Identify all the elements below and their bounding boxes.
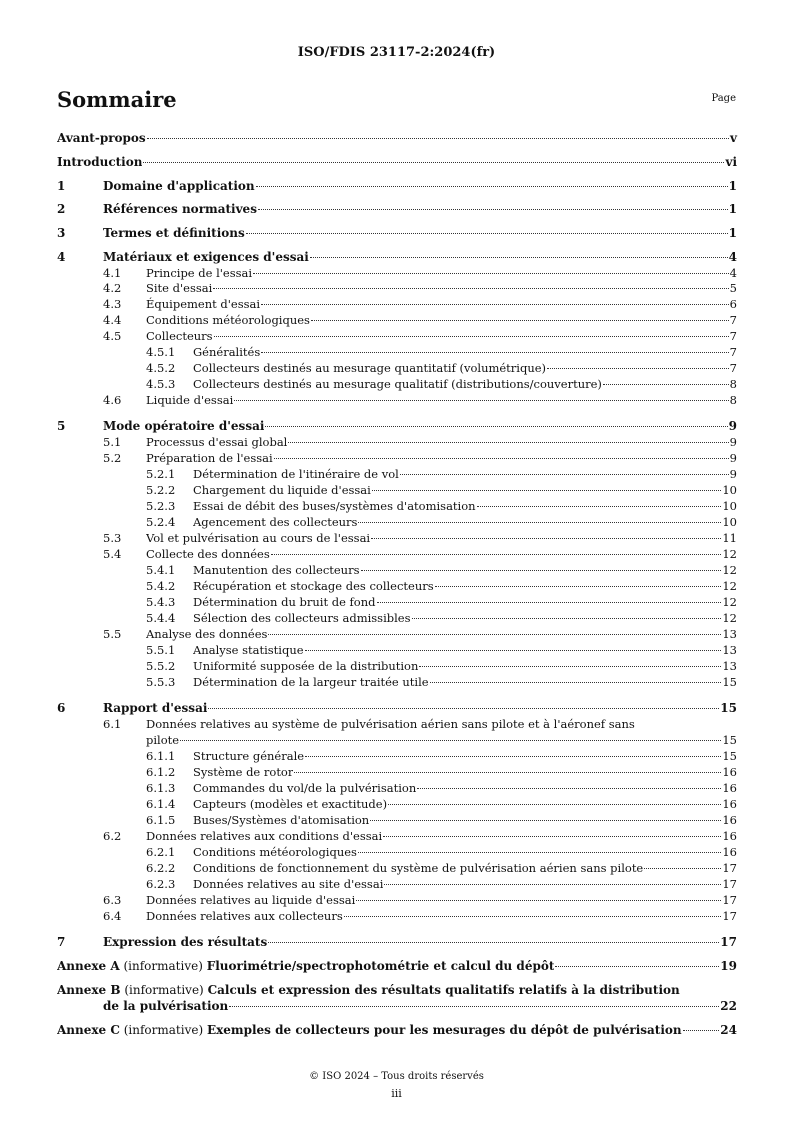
toc-entry-title: Liquide d'essai <box>146 393 234 407</box>
toc-entry-page: 8 <box>729 377 737 391</box>
dot-leader <box>435 586 722 587</box>
toc-entry[interactable] <box>103 531 737 546</box>
toc-entry-title: Références normatives <box>103 202 257 216</box>
toc-entry[interactable] <box>57 701 737 716</box>
toc-entry-page: 8 <box>729 393 737 407</box>
dot-leader <box>268 634 721 635</box>
toc-entry[interactable] <box>103 547 737 562</box>
toc-entry-title: Sélection des collecteurs admissibles <box>193 611 411 625</box>
dot-leader <box>213 288 728 289</box>
annex-title: Exemples de collecteurs pour les mesurages du dépôt de pulvérisation <box>206 1023 682 1037</box>
toc-entry[interactable] <box>57 983 737 998</box>
dot-leader <box>388 804 721 805</box>
toc-entry-page: 16 <box>722 797 737 811</box>
dot-leader <box>372 490 722 491</box>
toc-entry-page: 15 <box>722 675 737 689</box>
toc-entry-title: Avant-propos <box>57 131 146 145</box>
toc-entry-title: Mode opératoire d'essai <box>103 419 265 433</box>
annex-label: Annexe C <box>57 1023 120 1037</box>
toc-entry[interactable] <box>103 313 737 328</box>
toc-entry-title: Chargement du liquide d'essai <box>193 483 371 497</box>
toc-entry-number: 5.2.3 <box>146 499 176 513</box>
dot-leader <box>603 384 729 385</box>
toc-entry-title <box>57 959 554 974</box>
dot-leader <box>370 820 721 821</box>
dot-leader <box>143 162 724 163</box>
toc-entry[interactable] <box>57 226 737 241</box>
toc-entry-number: 1 <box>57 179 66 193</box>
dot-leader <box>234 400 728 401</box>
toc-entry-number: 4.3 <box>103 297 122 311</box>
toc-entry-page: 17 <box>722 861 737 875</box>
toc-entry-page: 1 <box>728 226 737 240</box>
toc-entry[interactable] <box>103 829 737 844</box>
toc-entry-page: 9 <box>729 451 737 465</box>
toc-entry-title: Manutention des collecteurs <box>193 563 360 577</box>
toc-entry-title: Généralités <box>193 345 261 359</box>
toc-entry-number: 5.1 <box>103 435 122 449</box>
toc-entry-page: 13 <box>722 643 737 657</box>
toc-entry-number: 3 <box>57 226 66 240</box>
toc-entry-page: 16 <box>722 781 737 795</box>
toc-entry[interactable] <box>146 877 737 892</box>
toc-entry[interactable] <box>103 266 737 281</box>
document-header: ISO/FDIS 23117-2:2024(fr) <box>297 45 496 60</box>
toc-entry-page: 15 <box>722 749 737 763</box>
toc-entry-page: 11 <box>722 531 737 545</box>
toc-entry-page: 9 <box>729 435 737 449</box>
toc-entry-page: 7 <box>729 345 737 359</box>
toc-entry-title: Détermination de l'itinéraire de vol <box>193 467 399 481</box>
page-number: iii <box>391 1087 402 1100</box>
toc-entry-number: 4.5.1 <box>146 345 176 359</box>
toc-entry[interactable] <box>146 797 737 812</box>
toc-entry[interactable] <box>103 329 737 344</box>
toc-entry-title: Équipement d'essai <box>146 297 261 311</box>
toc-entry-title: Données relatives aux collecteurs <box>146 909 343 923</box>
toc-entry[interactable] <box>103 451 737 466</box>
dot-leader <box>477 506 722 507</box>
toc-entry[interactable] <box>146 515 737 530</box>
annex-label: Annexe B <box>57 983 121 997</box>
toc-entry-title: Collecte des données <box>146 547 270 561</box>
toc-entry[interactable] <box>103 717 737 732</box>
dot-leader <box>344 916 722 917</box>
toc-entry[interactable] <box>146 377 737 392</box>
toc-entry[interactable] <box>103 393 737 408</box>
dot-leader <box>358 852 721 853</box>
toc-entry[interactable] <box>146 579 737 594</box>
dot-leader <box>214 336 729 337</box>
toc-entry-title: Détermination de la largeur traitée utile <box>193 675 429 689</box>
dot-leader <box>256 186 728 187</box>
toc-entry[interactable] <box>103 435 737 450</box>
toc-entry-title: Expression des résultats <box>103 935 268 949</box>
toc-entry-number: 5.5.1 <box>146 643 176 657</box>
toc-entry[interactable] <box>146 563 737 578</box>
toc-entry-page: 10 <box>722 499 737 513</box>
dot-leader <box>180 740 721 741</box>
toc-entry[interactable] <box>146 675 737 690</box>
toc-entry-number: 6.2.1 <box>146 845 176 859</box>
toc-entry[interactable] <box>57 250 737 265</box>
dot-leader <box>555 966 719 967</box>
toc-entry-title: Uniformité supposée de la distribution <box>193 659 419 673</box>
toc-entry-page: 12 <box>722 547 737 561</box>
toc-entry[interactable] <box>103 893 737 908</box>
dot-leader <box>377 602 722 603</box>
annex-title: Fluorimétrie/spectrophotométrie et calcul du dépôt <box>206 959 555 973</box>
toc-entry-page: 16 <box>722 845 737 859</box>
toc-entry-page: 12 <box>722 595 737 609</box>
dot-leader <box>384 884 721 885</box>
page-column-label: Page <box>711 93 736 104</box>
dot-leader <box>358 522 721 523</box>
toc-entry[interactable] <box>57 202 737 217</box>
copyright-footer: © ISO 2024 – Tous droits réservés <box>309 1071 484 1082</box>
toc-entry[interactable] <box>57 999 737 1014</box>
toc-entry-title: Rapport d'essai <box>103 701 208 715</box>
toc-entry-title: Matériaux et exigences d'essai <box>103 250 309 264</box>
toc-entry-number: 4.6 <box>103 393 122 407</box>
dot-leader <box>419 666 721 667</box>
dot-leader <box>412 618 722 619</box>
toc-entry[interactable] <box>146 643 737 658</box>
dot-leader <box>361 570 722 571</box>
toc-entry-title: Données relatives aux conditions d'essai <box>146 829 383 843</box>
toc-entry[interactable] <box>146 611 737 626</box>
toc-entry-number: 6.2.2 <box>146 861 176 875</box>
toc-entry-title: Processus d'essai global <box>146 435 288 449</box>
toc-entry[interactable] <box>57 1023 737 1038</box>
toc-entry-title: Termes et définitions <box>103 226 245 240</box>
toc-entry-page: 16 <box>722 813 737 827</box>
toc-entry-number: 5.4.1 <box>146 563 176 577</box>
page-title: Sommaire <box>57 87 177 112</box>
toc-entry[interactable] <box>146 345 737 360</box>
toc-entry[interactable] <box>103 281 737 296</box>
toc-entry-title: Site d'essai <box>146 281 213 295</box>
toc-entry-number: 6.1 <box>103 717 122 731</box>
toc-entry[interactable] <box>146 845 737 860</box>
toc-entry-page: 7 <box>729 361 737 375</box>
toc-entry-title: Conditions météorologiques <box>193 845 357 859</box>
toc-entry-number: 6.1.3 <box>146 781 176 795</box>
toc-entry-title <box>57 983 680 998</box>
toc-entry-number: 4.2 <box>103 281 122 295</box>
toc-entry-number: 6 <box>57 701 66 715</box>
toc-entry[interactable] <box>146 659 737 674</box>
dot-leader <box>271 554 722 555</box>
annex-label: Annexe A <box>57 959 120 973</box>
toc-entry-number: 6.4 <box>103 909 122 923</box>
toc-entry-number: 4 <box>57 250 66 264</box>
toc-entry-title: Agencement des collecteurs <box>193 515 358 529</box>
dot-leader <box>430 682 722 683</box>
dot-leader <box>229 1006 719 1007</box>
toc-entry[interactable] <box>146 813 737 828</box>
toc-entry[interactable] <box>57 935 737 950</box>
toc-entry[interactable] <box>57 959 737 974</box>
dot-leader <box>683 1030 720 1031</box>
dot-leader <box>310 257 728 258</box>
toc-entry-title: pilote <box>146 733 180 747</box>
toc-entry-number: 5.4.4 <box>146 611 176 625</box>
toc-entry-title: Vol et pulvérisation au cours de l'essai <box>146 531 371 545</box>
toc-entry-title <box>57 1023 682 1038</box>
dot-leader <box>258 209 728 210</box>
toc-entry-number: 6.2.3 <box>146 877 176 891</box>
toc-entry-page: 1 <box>728 202 737 216</box>
toc-entry-number: 5.4 <box>103 547 122 561</box>
toc-entry-number: 5.2 <box>103 451 122 465</box>
dot-leader <box>265 426 727 427</box>
dot-leader <box>311 320 729 321</box>
toc-entry-title: Conditions de fonctionnement du système de pulvérisation aérien sans pilote <box>193 861 644 875</box>
dot-leader <box>288 442 728 443</box>
toc-entry-page: 6 <box>729 297 737 311</box>
toc-entry-number: 6.1.2 <box>146 765 176 779</box>
annex-type: (informative) <box>120 983 208 997</box>
toc-entry-number: 5.5.3 <box>146 675 176 689</box>
toc-entry[interactable] <box>146 765 737 780</box>
toc-entry[interactable] <box>103 733 737 748</box>
toc-entry-page: 12 <box>722 611 737 625</box>
dot-leader <box>305 756 721 757</box>
toc-entry-page: 15 <box>720 701 737 715</box>
toc-entry[interactable] <box>57 131 737 146</box>
toc-entry-number: 2 <box>57 202 66 216</box>
toc-entry-title: Données relatives au système de pulvérisation aérien sans pilote et à l'aéronef sans <box>146 717 635 731</box>
toc-entry-title: Détermination du bruit de fond <box>193 595 376 609</box>
toc-entry-title: Principe de l'essai <box>146 266 253 280</box>
toc-entry-page: vi <box>725 155 737 169</box>
dot-leader <box>208 708 719 709</box>
toc-entry-title: Analyse statistique <box>193 643 304 657</box>
toc-entry[interactable] <box>57 419 737 434</box>
toc-entry-number: 5.2.2 <box>146 483 176 497</box>
dot-leader <box>305 650 722 651</box>
toc-entry-page: 17 <box>722 893 737 907</box>
toc-entry-page: 17 <box>722 877 737 891</box>
toc-entry-number: 5.2.1 <box>146 467 176 481</box>
toc-entry-number: 5.5 <box>103 627 122 641</box>
toc-entry[interactable] <box>146 595 737 610</box>
toc-entry-number: 4.4 <box>103 313 122 327</box>
toc-entry-title: Conditions météorologiques <box>146 313 310 327</box>
dot-leader <box>274 458 729 459</box>
toc-entry-number: 6.1.4 <box>146 797 176 811</box>
annex-title: Calculs et expression des résultats qualitatifs relatifs à la distribution <box>207 983 680 997</box>
toc-entry-page: 12 <box>722 563 737 577</box>
toc-entry-number: 6.1.5 <box>146 813 176 827</box>
toc-entry-number: 4.1 <box>103 266 122 280</box>
toc-entry-page: 15 <box>722 733 737 747</box>
toc-entry-page: 13 <box>722 627 737 641</box>
toc-entry-page: 13 <box>722 659 737 673</box>
toc-entry-title: Données relatives au site d'essai <box>193 877 384 891</box>
toc-entry-title: Données relatives au liquide d'essai <box>146 893 356 907</box>
dot-leader <box>417 788 721 789</box>
dot-leader <box>383 836 721 837</box>
toc-entry-title: Buses/Systèmes d'atomisation <box>193 813 370 827</box>
toc-entry-number: 4.5.3 <box>146 377 176 391</box>
dot-leader <box>246 233 728 234</box>
dot-leader <box>261 352 728 353</box>
toc-entry-number: 4.5 <box>103 329 122 343</box>
toc-entry-number: 5.3 <box>103 531 122 545</box>
toc-entry-title: Collecteurs destinés au mesurage qualitatif (distributions/couverture) <box>193 377 602 391</box>
toc-entry-page: 17 <box>720 935 737 949</box>
toc-entry-page: 9 <box>729 467 737 481</box>
toc-entry-title: Essai de débit des buses/systèmes d'atomisation <box>193 499 476 513</box>
toc-entry-page: 16 <box>722 829 737 843</box>
toc-entry[interactable] <box>57 155 737 170</box>
dot-leader <box>147 138 729 139</box>
toc-entry-page: 4 <box>728 250 737 264</box>
toc-entry-title: Système de rotor <box>193 765 294 779</box>
toc-entry-number: 4.5.2 <box>146 361 176 375</box>
toc-entry-page: 4 <box>729 266 737 280</box>
toc-entry-number: 5.2.4 <box>146 515 176 529</box>
dot-leader <box>268 942 719 943</box>
toc-entry-title: Capteurs (modèles et exactitude) <box>193 797 388 811</box>
toc-entry[interactable] <box>146 467 737 482</box>
toc-entry-number: 5.5.2 <box>146 659 176 673</box>
toc-entry-page: 24 <box>720 1023 737 1037</box>
toc-entry-page: 22 <box>720 999 737 1013</box>
dot-leader <box>644 868 721 869</box>
toc-entry-title: Structure générale <box>193 749 305 763</box>
toc-entry-title: Récupération et stockage des collecteurs <box>193 579 434 593</box>
toc-entry[interactable] <box>146 749 737 764</box>
toc-entry-title: Collecteurs <box>146 329 213 343</box>
annex-type: (informative) <box>119 1023 207 1037</box>
toc-entry-title: Analyse des données <box>146 627 268 641</box>
toc-entry-title: Domaine d'application <box>103 179 255 193</box>
dot-leader <box>294 772 721 773</box>
toc-entry-title: de la pulvérisation <box>103 999 229 1013</box>
toc-entry-page: 17 <box>722 909 737 923</box>
toc-entry-page: v <box>730 131 737 145</box>
dot-leader <box>261 304 729 305</box>
toc-entry[interactable] <box>146 483 737 498</box>
toc-entry-page: 9 <box>728 419 737 433</box>
dot-leader <box>547 368 729 369</box>
toc-entry-page: 1 <box>728 179 737 193</box>
toc-entry-page: 16 <box>722 765 737 779</box>
dot-leader <box>356 900 721 901</box>
toc-entry-page: 7 <box>729 313 737 327</box>
toc-entry-page: 5 <box>729 281 737 295</box>
toc-entry-title: Préparation de l'essai <box>146 451 273 465</box>
toc-entry[interactable] <box>146 781 737 796</box>
dot-leader <box>371 538 721 539</box>
toc-entry-number: 5.4.2 <box>146 579 176 593</box>
dot-leader <box>400 474 729 475</box>
toc-entry[interactable] <box>103 627 737 642</box>
toc-entry-number: 7 <box>57 935 66 949</box>
toc-entry-number: 5 <box>57 419 66 433</box>
toc-entry-page: 10 <box>722 483 737 497</box>
toc-entry[interactable] <box>146 361 737 376</box>
annex-type: (informative) <box>119 959 207 973</box>
toc-entry[interactable] <box>146 499 737 514</box>
toc-entry[interactable] <box>57 179 737 194</box>
toc-entry-title: Introduction <box>57 155 143 169</box>
toc-entry-page: 12 <box>722 579 737 593</box>
toc-entry-page: 10 <box>722 515 737 529</box>
toc-entry[interactable] <box>146 861 737 876</box>
dot-leader <box>253 273 729 274</box>
toc-entry-number: 6.2 <box>103 829 122 843</box>
toc-entry-title: Commandes du vol/de la pulvérisation <box>193 781 417 795</box>
toc-entry-number: 6.1.1 <box>146 749 176 763</box>
toc-entry-number: 6.3 <box>103 893 122 907</box>
toc-entry-number: 5.4.3 <box>146 595 176 609</box>
toc-entry[interactable] <box>103 297 737 312</box>
toc-entry[interactable] <box>103 909 737 924</box>
toc-entry-page: 7 <box>729 329 737 343</box>
toc-entry-page: 19 <box>720 959 737 973</box>
toc-entry-title: Collecteurs destinés au mesurage quantitatif (volumétrique) <box>193 361 547 375</box>
